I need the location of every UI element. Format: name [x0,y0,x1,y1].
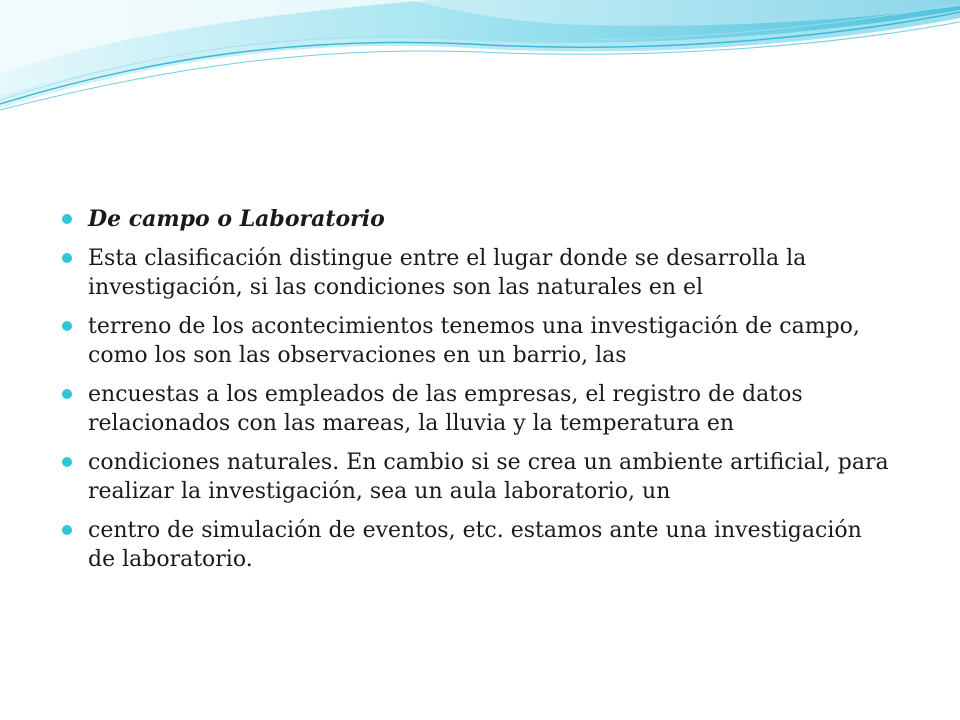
bullet-text: centro de simulación de eventos, etc. estamos ante una investigación de laboratorio. [88,518,862,572]
bullet-text: Esta clasificación distingue entre el lugar donde se desarrolla la investigación, si las condiciones son las naturales en el [88,246,807,300]
bullet-text: De campo o Laboratorio [88,206,385,232]
bullet-list [62,205,892,574]
bullet-dot-icon [62,457,72,467]
bullet-dot-icon [62,389,72,399]
bullet-item [62,244,892,302]
bullet-text: terreno de los acontecimientos tenemos una investigación de campo, como los son las observaciones en un barrio, las [88,314,860,368]
bullet-dot-icon [62,214,72,224]
bullet-item [62,516,892,574]
bullet-item-heading [62,205,892,234]
bullet-dot-icon [62,253,72,263]
bullet-item [62,380,892,438]
bullet-text: encuestas a los empleados de las empresas, el registro de datos relacionados con las mareas, la lluvia y la temperatura en [88,382,803,436]
bullet-item [62,448,892,506]
bullet-dot-icon [62,525,72,535]
bullet-dot-icon [62,321,72,331]
bullet-list-container [62,205,892,584]
wave-header-decoration [0,0,960,120]
bullet-text: condiciones naturales. En cambio si se crea un ambiente artificial, para realizar la investigación, sea un aula laboratorio, un [88,450,889,504]
bullet-item [62,312,892,370]
